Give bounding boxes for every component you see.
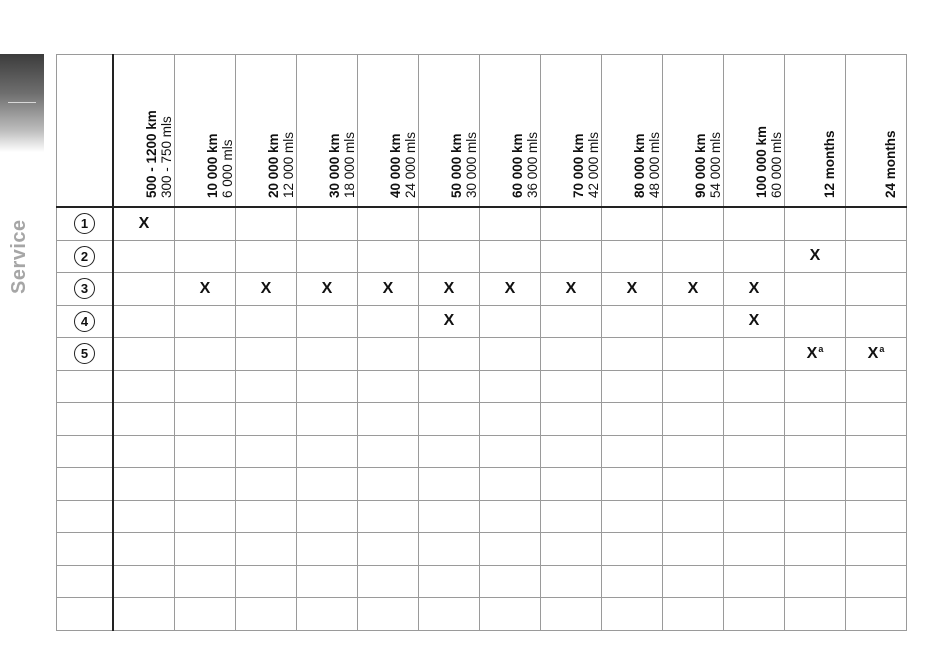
circled-number: 3 bbox=[74, 278, 95, 299]
table-row bbox=[57, 305, 907, 338]
schedule-cell bbox=[419, 403, 480, 436]
schedule-cell bbox=[175, 565, 236, 598]
interval-primary-label: 24 months bbox=[883, 130, 898, 198]
schedule-cell bbox=[724, 403, 785, 436]
schedule-cell bbox=[785, 533, 846, 566]
schedule-cell bbox=[419, 533, 480, 566]
check-mark: $X^a$ bbox=[806, 344, 824, 363]
interval-label bbox=[693, 132, 723, 198]
schedule-cell bbox=[785, 240, 846, 273]
interval-secondary-label: 6 000 mls bbox=[220, 139, 235, 198]
schedule-cell bbox=[419, 468, 480, 501]
schedule-cell bbox=[297, 468, 358, 501]
schedule-cell bbox=[541, 598, 602, 631]
table-row bbox=[57, 533, 907, 566]
interval-secondary-label: 18 000 mls bbox=[342, 131, 357, 198]
interval-primary-label: 80 000 km bbox=[632, 133, 647, 198]
schedule-cell bbox=[602, 273, 663, 306]
interval-header-3 bbox=[236, 55, 297, 208]
schedule-cell bbox=[236, 240, 297, 273]
interval-secondary-label: 24 000 mls bbox=[403, 131, 418, 198]
schedule-cell bbox=[297, 305, 358, 338]
row-number-cell bbox=[57, 370, 114, 403]
schedule-cell bbox=[602, 533, 663, 566]
table-row bbox=[57, 468, 907, 501]
interval-label bbox=[754, 126, 784, 198]
interval-secondary-label: 42 000 mls bbox=[586, 131, 601, 198]
schedule-cell bbox=[724, 305, 785, 338]
interval-secondary-label: 36 000 mls bbox=[525, 131, 540, 198]
schedule-cell bbox=[236, 565, 297, 598]
interval-label bbox=[327, 132, 357, 198]
schedule-cell bbox=[113, 500, 175, 533]
schedule-cell bbox=[541, 338, 602, 371]
schedule-cell bbox=[846, 403, 907, 436]
schedule-cell bbox=[358, 565, 419, 598]
schedule-cell bbox=[846, 533, 907, 566]
schedule-cell bbox=[358, 273, 419, 306]
schedule-cell bbox=[724, 500, 785, 533]
schedule-cell bbox=[602, 403, 663, 436]
schedule-cell bbox=[297, 533, 358, 566]
schedule-cell bbox=[175, 468, 236, 501]
schedule-cell bbox=[175, 207, 236, 240]
schedule-cell bbox=[541, 468, 602, 501]
schedule-cell bbox=[602, 468, 663, 501]
interval-secondary-label: 12 000 mls bbox=[281, 131, 296, 198]
schedule-cell bbox=[602, 338, 663, 371]
interval-label bbox=[205, 133, 235, 198]
schedule-cell bbox=[480, 240, 541, 273]
schedule-cell bbox=[236, 370, 297, 403]
schedule-cell bbox=[175, 273, 236, 306]
schedule-cell bbox=[358, 598, 419, 631]
check-mark: X bbox=[626, 279, 638, 297]
schedule-cell bbox=[236, 403, 297, 436]
check-mark: X bbox=[443, 279, 455, 297]
schedule-cell bbox=[297, 240, 358, 273]
schedule-cell bbox=[724, 207, 785, 240]
schedule-cell bbox=[297, 403, 358, 436]
schedule-cell bbox=[419, 207, 480, 240]
schedule-cell bbox=[846, 305, 907, 338]
schedule-cell bbox=[480, 500, 541, 533]
schedule-cell bbox=[480, 565, 541, 598]
schedule-cell bbox=[175, 533, 236, 566]
schedule-cell bbox=[480, 598, 541, 631]
schedule-cell bbox=[113, 273, 175, 306]
schedule-cell bbox=[236, 468, 297, 501]
schedule-cell bbox=[480, 435, 541, 468]
schedule-cell bbox=[724, 598, 785, 631]
table-row bbox=[57, 500, 907, 533]
schedule-cell bbox=[175, 435, 236, 468]
schedule-cell bbox=[785, 598, 846, 631]
interval-header-6 bbox=[419, 55, 480, 208]
interval-label bbox=[388, 132, 418, 198]
schedule-cell bbox=[113, 468, 175, 501]
schedule-cell bbox=[541, 500, 602, 533]
schedule-cell bbox=[541, 207, 602, 240]
schedule-cell bbox=[113, 598, 175, 631]
row-number-cell bbox=[57, 565, 114, 598]
schedule-cell bbox=[236, 305, 297, 338]
schedule-cell bbox=[419, 273, 480, 306]
schedule-cell bbox=[480, 305, 541, 338]
schedule-cell bbox=[785, 305, 846, 338]
interval-header-8 bbox=[541, 55, 602, 208]
schedule-cell bbox=[358, 500, 419, 533]
schedule-cell bbox=[358, 403, 419, 436]
schedule-cell bbox=[663, 240, 724, 273]
check-mark: X bbox=[260, 279, 272, 297]
table-row bbox=[57, 435, 907, 468]
schedule-cell bbox=[297, 565, 358, 598]
check-mark: X bbox=[748, 312, 760, 330]
row-number-cell bbox=[57, 273, 114, 306]
check-mark: X bbox=[748, 279, 760, 297]
schedule-cell bbox=[724, 370, 785, 403]
schedule-cell bbox=[785, 468, 846, 501]
interval-label bbox=[510, 132, 540, 198]
schedule-cell bbox=[846, 435, 907, 468]
row-number-cell bbox=[57, 435, 114, 468]
chapter-tab-divider bbox=[8, 102, 36, 103]
schedule-cell bbox=[846, 240, 907, 273]
schedule-cell bbox=[419, 338, 480, 371]
interval-primary-label: 20 000 km bbox=[266, 133, 281, 198]
check-mark: X bbox=[443, 312, 455, 330]
header-corner-cell bbox=[57, 55, 114, 208]
schedule-cell bbox=[419, 370, 480, 403]
interval-primary-label: 70 000 km bbox=[571, 133, 586, 198]
schedule-cell bbox=[480, 338, 541, 371]
interval-label bbox=[144, 110, 174, 198]
schedule-cell bbox=[297, 435, 358, 468]
schedule-cell bbox=[541, 435, 602, 468]
row-number-cell bbox=[57, 598, 114, 631]
schedule-cell bbox=[785, 370, 846, 403]
schedule-cell bbox=[846, 207, 907, 240]
schedule-cell bbox=[113, 338, 175, 371]
schedule-cell bbox=[175, 403, 236, 436]
check-mark: X bbox=[809, 247, 821, 265]
schedule-cell bbox=[663, 207, 724, 240]
schedule-cell bbox=[358, 240, 419, 273]
interval-header-4 bbox=[297, 55, 358, 208]
table-row bbox=[57, 273, 907, 306]
section-label: Service bbox=[8, 219, 30, 294]
schedule-cell bbox=[297, 598, 358, 631]
table-row bbox=[57, 370, 907, 403]
schedule-cell bbox=[541, 403, 602, 436]
interval-primary-label: 60 000 km bbox=[510, 133, 525, 198]
schedule-cell bbox=[846, 500, 907, 533]
check-mark: X bbox=[321, 279, 333, 297]
row-number-cell bbox=[57, 207, 114, 240]
table-body bbox=[57, 207, 907, 630]
schedule-cell bbox=[846, 370, 907, 403]
service-schedule-table bbox=[56, 54, 907, 631]
interval-label bbox=[876, 130, 898, 198]
circled-number: 5 bbox=[74, 343, 95, 364]
row-number-cell bbox=[57, 533, 114, 566]
interval-primary-label: 30 000 km bbox=[327, 133, 342, 198]
schedule-cell bbox=[663, 338, 724, 371]
schedule-cell bbox=[297, 338, 358, 371]
schedule-cell bbox=[541, 305, 602, 338]
check-mark: $X^a$ bbox=[867, 344, 885, 363]
schedule-cell bbox=[663, 565, 724, 598]
interval-header-1 bbox=[113, 55, 175, 208]
schedule-cell bbox=[663, 598, 724, 631]
schedule-cell bbox=[175, 305, 236, 338]
table-row bbox=[57, 598, 907, 631]
schedule-cell bbox=[297, 500, 358, 533]
schedule-cell bbox=[602, 370, 663, 403]
schedule-cell bbox=[602, 500, 663, 533]
schedule-cell bbox=[480, 403, 541, 436]
schedule-cell bbox=[846, 565, 907, 598]
table-row bbox=[57, 565, 907, 598]
interval-secondary-label: 300 - 750 mls bbox=[159, 116, 174, 198]
schedule-cell bbox=[724, 435, 785, 468]
schedule-cell bbox=[358, 533, 419, 566]
row-number-cell bbox=[57, 338, 114, 371]
check-mark: X bbox=[687, 279, 699, 297]
check-mark: X bbox=[382, 279, 394, 297]
schedule-cell bbox=[724, 338, 785, 371]
schedule-cell bbox=[358, 435, 419, 468]
schedule-cell bbox=[602, 305, 663, 338]
schedule-cell bbox=[480, 273, 541, 306]
interval-primary-label: 40 000 km bbox=[388, 133, 403, 198]
interval-header-11 bbox=[724, 55, 785, 208]
interval-label bbox=[632, 132, 662, 198]
schedule-cell bbox=[236, 273, 297, 306]
schedule-cell bbox=[419, 435, 480, 468]
schedule-cell bbox=[419, 240, 480, 273]
interval-secondary-label: 54 000 mls bbox=[708, 131, 723, 198]
interval-secondary-label: 48 000 mls bbox=[647, 131, 662, 198]
schedule-cell bbox=[236, 435, 297, 468]
interval-label bbox=[449, 132, 479, 198]
schedule-cell bbox=[297, 273, 358, 306]
schedule-cell bbox=[113, 403, 175, 436]
interval-header-10 bbox=[663, 55, 724, 208]
schedule-cell bbox=[785, 403, 846, 436]
schedule-cell bbox=[480, 207, 541, 240]
schedule-cell bbox=[358, 338, 419, 371]
schedule-cell bbox=[663, 305, 724, 338]
schedule-cell bbox=[419, 598, 480, 631]
schedule-cell bbox=[358, 468, 419, 501]
schedule-cell bbox=[846, 273, 907, 306]
interval-header-9 bbox=[602, 55, 663, 208]
table-row bbox=[57, 207, 907, 240]
row-number-cell bbox=[57, 403, 114, 436]
header-row bbox=[57, 55, 907, 208]
table-row bbox=[57, 240, 907, 273]
circled-number: 1 bbox=[74, 213, 95, 234]
schedule-cell bbox=[785, 435, 846, 468]
chapter-tab bbox=[0, 54, 44, 152]
interval-secondary-label: 30 000 mls bbox=[464, 131, 479, 198]
schedule-cell bbox=[480, 370, 541, 403]
schedule-cell bbox=[724, 468, 785, 501]
schedule-cell bbox=[602, 565, 663, 598]
schedule-cell bbox=[113, 435, 175, 468]
schedule-cell bbox=[113, 533, 175, 566]
schedule-cell bbox=[175, 500, 236, 533]
circled-number: 4 bbox=[74, 311, 95, 332]
check-mark: X bbox=[138, 214, 150, 232]
schedule-cell bbox=[785, 207, 846, 240]
interval-primary-label: 90 000 km bbox=[693, 133, 708, 198]
footnote-marker: a bbox=[879, 344, 885, 355]
schedule-cell bbox=[785, 500, 846, 533]
interval-primary-label: 12 months bbox=[822, 130, 837, 198]
interval-header-2 bbox=[175, 55, 236, 208]
table-row bbox=[57, 338, 907, 371]
schedule-cell bbox=[236, 598, 297, 631]
schedule-cell bbox=[663, 403, 724, 436]
schedule-cell bbox=[541, 565, 602, 598]
schedule-cell bbox=[541, 533, 602, 566]
schedule-cell bbox=[175, 598, 236, 631]
interval-label bbox=[266, 132, 296, 198]
schedule-cell bbox=[419, 500, 480, 533]
schedule-cell bbox=[602, 240, 663, 273]
schedule-cell bbox=[358, 207, 419, 240]
interval-header-5 bbox=[358, 55, 419, 208]
interval-header-12 bbox=[785, 55, 846, 208]
schedule-cell bbox=[785, 565, 846, 598]
schedule-cell bbox=[236, 533, 297, 566]
interval-header-13 bbox=[846, 55, 907, 208]
schedule-cell bbox=[236, 500, 297, 533]
schedule-cell bbox=[663, 435, 724, 468]
interval-secondary-label: 60 000 mls bbox=[769, 131, 784, 198]
schedule-cell bbox=[113, 305, 175, 338]
schedule-cell bbox=[113, 370, 175, 403]
row-number-cell bbox=[57, 468, 114, 501]
schedule-cell bbox=[358, 305, 419, 338]
table-row bbox=[57, 403, 907, 436]
schedule-cell bbox=[541, 273, 602, 306]
row-number-cell bbox=[57, 305, 114, 338]
interval-header-7 bbox=[480, 55, 541, 208]
schedule-cell bbox=[113, 565, 175, 598]
schedule-cell bbox=[113, 207, 175, 240]
row-number-cell bbox=[57, 240, 114, 273]
schedule-cell bbox=[663, 370, 724, 403]
schedule-cell bbox=[602, 207, 663, 240]
footnote-marker: a bbox=[818, 344, 824, 355]
schedule-cell bbox=[175, 370, 236, 403]
schedule-cell bbox=[724, 240, 785, 273]
schedule-cell bbox=[663, 533, 724, 566]
interval-label bbox=[815, 130, 837, 198]
schedule-cell bbox=[419, 565, 480, 598]
schedule-cell bbox=[236, 338, 297, 371]
schedule-cell bbox=[297, 207, 358, 240]
schedule-cell bbox=[785, 273, 846, 306]
schedule-cell bbox=[358, 370, 419, 403]
schedule-cell bbox=[602, 435, 663, 468]
row-number-cell bbox=[57, 500, 114, 533]
schedule-cell bbox=[236, 207, 297, 240]
interval-label bbox=[571, 132, 601, 198]
interval-primary-label: 500 - 1200 km bbox=[144, 110, 159, 198]
schedule-cell bbox=[663, 273, 724, 306]
schedule-cell bbox=[175, 338, 236, 371]
schedule-cell bbox=[846, 598, 907, 631]
schedule-cell bbox=[297, 370, 358, 403]
schedule-cell bbox=[846, 468, 907, 501]
schedule-cell bbox=[175, 240, 236, 273]
schedule-cell bbox=[724, 565, 785, 598]
schedule-cell bbox=[480, 533, 541, 566]
check-mark: X bbox=[199, 279, 211, 297]
schedule-cell bbox=[113, 240, 175, 273]
schedule-cell bbox=[541, 240, 602, 273]
schedule-cell bbox=[541, 370, 602, 403]
interval-primary-label: 50 000 km bbox=[449, 133, 464, 198]
check-mark: X bbox=[504, 279, 516, 297]
schedule-cell bbox=[419, 305, 480, 338]
schedule-cell bbox=[663, 500, 724, 533]
schedule-cell bbox=[785, 338, 846, 371]
schedule-cell bbox=[724, 273, 785, 306]
interval-primary-label: 100 000 km bbox=[754, 125, 769, 198]
schedule-cell bbox=[846, 338, 907, 371]
schedule-cell bbox=[663, 468, 724, 501]
schedule-cell bbox=[724, 533, 785, 566]
check-mark: X bbox=[565, 279, 577, 297]
schedule-cell bbox=[480, 468, 541, 501]
interval-primary-label: 10 000 km bbox=[205, 133, 220, 198]
circled-number: 2 bbox=[74, 246, 95, 267]
schedule-cell bbox=[602, 598, 663, 631]
